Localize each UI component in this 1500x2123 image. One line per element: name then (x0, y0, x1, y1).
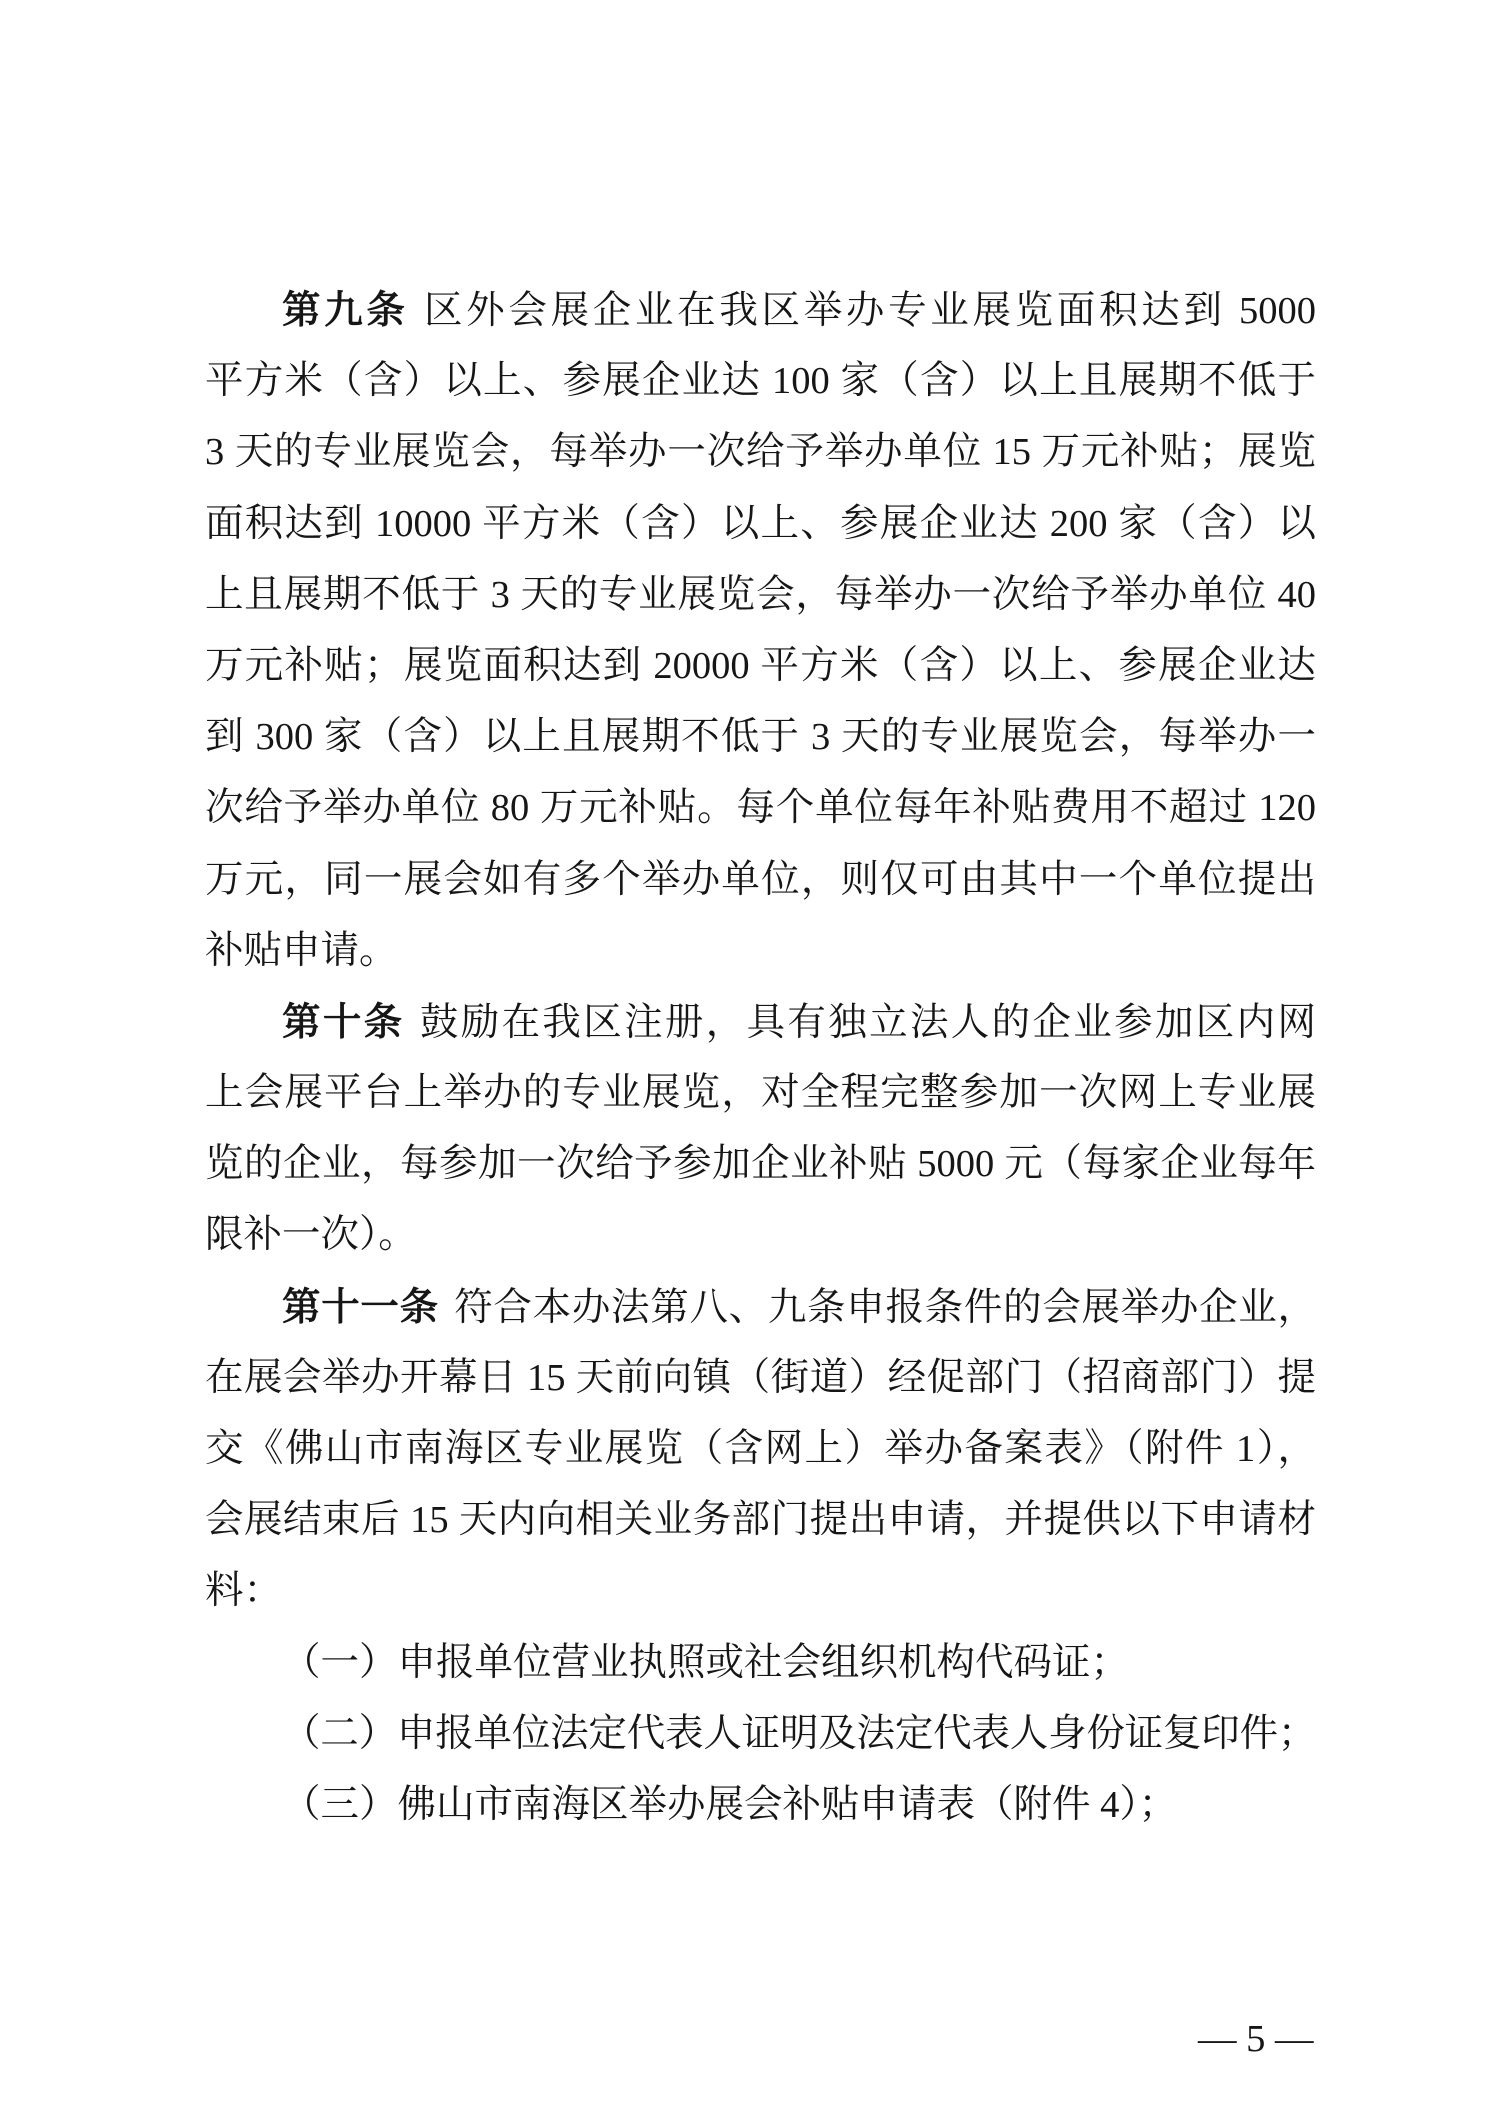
materials-list (205, 1628, 1316, 1842)
article-first-line (205, 275, 1316, 346)
text-line: 交《佛山市南海区专业展览（含网上）举办备案表》（附件 1）， (205, 1428, 1316, 1470)
text-line: 3 天的专业展览会，每举办一次给予举办单位 15 万元补贴；展览 (205, 431, 1316, 474)
article-text: 符合本办法第八、九条申报条件的会展举办企业， (454, 1286, 1316, 1329)
article-heading: 第九条 (282, 288, 409, 333)
text-line: 上且展期不低于 3 天的专业展览会，每举办一次给予举办单位 40 (205, 573, 1316, 616)
text-line: 万元，同一展会如有多个举办单位，则仅可由其中一个单位提出 (205, 858, 1316, 901)
article-heading: 第十一条 (282, 1284, 439, 1330)
page-number: — 5 — (1198, 2018, 1314, 2060)
text-line-last: 补贴申请。 (205, 929, 398, 972)
document-body (205, 275, 1316, 1841)
article-10 (205, 987, 1316, 1272)
article-text: 区外会展企业在我区举办专业展览面积达到 5000 (423, 290, 1316, 332)
text-line: 会展结束后 15 天内向相关业务部门提出申请，并提供以下申请材 (205, 1499, 1316, 1542)
text-line: 上会展平台上举办的专业展览，对全程完整参加一次网上专业展 (205, 1072, 1316, 1115)
text-line-last: 料： (205, 1570, 283, 1613)
text-line-last: 限补一次）。 (205, 1214, 417, 1257)
article-11 (205, 1272, 1316, 1628)
list-item: （一）申报单位营业执照或社会组织机构代码证； (282, 1641, 1130, 1684)
list-item: （三）佛山市南海区举办展会补贴申请表（附件 4）； (282, 1783, 1178, 1826)
article-first-line (205, 987, 1316, 1058)
article-first-line (205, 1272, 1316, 1343)
list-item: （二）申报单位法定代表人证明及法定代表人身份证复印件； (282, 1712, 1316, 1755)
text-line: 平方米（含）以上、参展企业达 100 家（含）以上且展期不低于 (205, 360, 1316, 403)
text-line: 次给予举办单位 80 万元补贴。每个单位每年补贴费用不超过 120 (205, 787, 1316, 830)
text-line: 览的企业，每参加一次给予参加企业补贴 5000 元（每家企业每年 (205, 1143, 1316, 1186)
text-line: 在展会举办开幕日 15 天前向镇（街道）经促部门（招商部门）提 (205, 1356, 1316, 1399)
article-heading: 第十条 (282, 999, 405, 1045)
text-line: 到 300 家（含）以上且展期不低于 3 天的专业展览会，每举办一 (205, 716, 1316, 759)
text-line: 面积达到 10000 平方米（含）以上、参展企业达 200 家（含）以 (205, 502, 1316, 545)
article-9 (205, 275, 1316, 987)
text-line: 万元补贴；展览面积达到 20000 平方米（含）以上、参展企业达 (205, 644, 1316, 687)
article-text: 鼓励在我区注册，具有独立法人的企业参加区内网 (419, 1001, 1316, 1044)
